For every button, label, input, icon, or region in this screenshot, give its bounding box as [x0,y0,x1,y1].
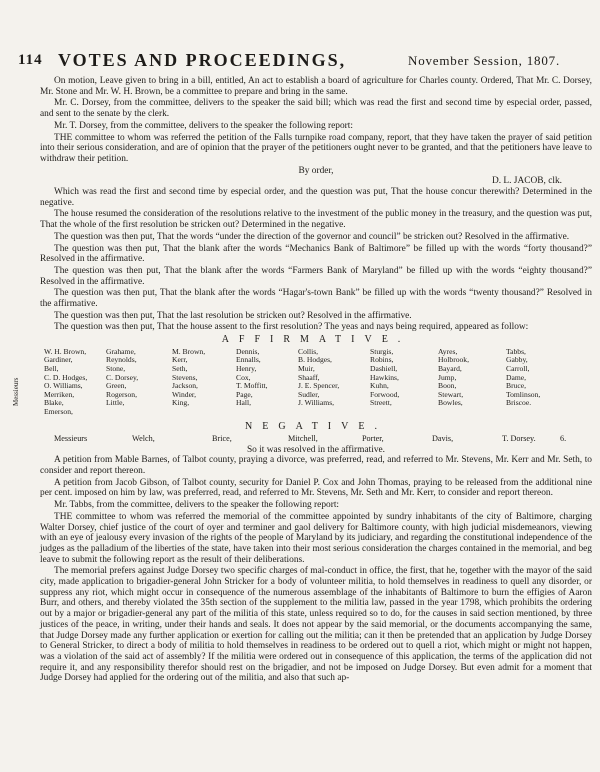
negative-name: Messieurs [54,433,88,443]
paragraph: The house resumed the consideration of the resolutions relative to the investment of the public money in the treasury, and the question was put, That the whole of the first resolution be stricken out? Determined in the negative. [40,209,592,231]
document-body [12,76,592,685]
paragraph: Mr. C. Dorsey, from the committee, delivers to the speaker the said bill; which was read the first and second time by especial order, passed, and sent to the senate by the clerk. [40,98,592,120]
affirmative-name: Kerr, [172,355,188,365]
affirmative-name: Ennalls, [236,355,261,365]
affirmative-name: Briscoe. [506,398,532,408]
negative-name: Porter, [362,433,384,443]
messieurs-side-label: Messieurs [12,377,20,406]
paragraph: The memorial prefers against Judge Dorsey two specific charges of mal-conduct in office, the first, that he, together with the mayor of the said city, made application to brigadier-general John Stricker for a body of volunteer militia, to hold themselves in readiness to quell any disorder, or suppress any riot, which might occur in consequence of the numerous assemblage of the inhabitants of Baltimore to burn the effigies of Aaron Burr, and others, and thereby violated the 35th section of the supplement to the militia law, passed in the year 1798, which prohibits the ordering out by a major or brigadier-general any part of the militia of this state, unless required so to do, for the causes in said section mentioned, by three justices of the peace, in writing, under their hands and seals. It does not appear by the said memorial, or the documents accompanying the same, that Judge Dorsey made any further application or exertion for calling out the militia; can it then be pretended that an application by Judge Dorsey to General Stricker, to direct a body of militia to hold themselves in readiness to be ordered out to quell a riot, which might or might not happen, was a violation of the said act of assembly? If the militia were ordered out in consequence of this application, the terms of the application did not require it, and any responsibility therefor should rest on the brigadier, and not be imposed on Judge Dorsey. But even admit for a moment that Judge Dorsey had applied for the ordering out of the militia, and also that such ap- [40,566,592,684]
affirmative-name: Stevens, [172,372,198,382]
affirmative-name: Blake, [44,398,64,408]
paragraph: A petition from Mable Barnes, of Talbot county, praying a divorce, was preferred, read, and referred to Mr. Stevens, Mr. Kerr and Mr. Seth, to consider and report thereon. [40,455,592,476]
affirmative-name: Grahame, [106,346,136,356]
affirmative-name: Bruce, [506,381,527,391]
negative-name: T. Dorsey. [502,433,536,443]
affirmative-name: W. H. Brown, [44,346,87,356]
negative-name: Davis, [432,433,454,443]
paragraph: The question was then put, That the blank after the words “Mechanics Bank of Baltimore” be filled up with the words “forty thousand?” Resolved in the affirmative. [40,243,592,265]
affirmative-name: M. Brown, [172,346,206,356]
report-paragraph: THE committee to whom was referred the petition of the Falls turnpike road company, report, that they have taken the prayer of said petition into their serious consideration, and are of opinion that the prayer of the petitioners ought never to be granted, and that the petitioners have leave to withdraw their petition. [40,132,592,164]
session-label: November Session, 1807. [408,53,560,68]
affirmative-name: Hawkins, [370,372,399,382]
resolution-result: So it was resolved in the affirmative. [246,444,386,455]
negative-vote-list [40,434,592,445]
vote-column [438,348,469,408]
clerk-signature: D. L. JACOB, clk. [491,176,562,187]
paragraph: Mr. T. Dorsey, from the committee, delivers to the speaker the following report: [54,120,353,131]
affirmative-name: Boon, [438,381,457,391]
affirmative-name: Jump, [438,372,457,382]
affirmative-name: Stone, [106,364,126,374]
paragraph: The question was then put, That the blank after the words “Farmers Bank of Maryland” be filled up with the words “eighty thousand?” Resolved in the affirmative. [40,265,592,287]
affirmative-name: Carroll, [506,364,530,374]
paragraph: A petition from Jacob Gibson, of Talbot county, security for Daniel P. Cox and John Thomas, praying to be released from the additional nine per cent. imposed on him by law, was preferred, read, and referred to Mr. Stevens, Mr. Seth and Mr. Kerr, to consider and report thereon. [40,477,592,499]
affirmative-name: Rogerson, [106,389,138,399]
affirmative-name: King, [172,398,190,408]
affirmative-name: C. Dorsey, [106,372,139,382]
paragraph: The question was then put, That the blank after the words “Hagar's-town Bank” be filled up with the words “twenty thousand?” Resolved in the affirmative. [40,288,592,310]
affirmative-name: Stewart, [438,389,464,399]
vote-column [44,348,87,417]
affirmative-name: Sturgis, [370,346,394,356]
affirmative-name: Bayard, [438,364,462,374]
affirmative-name: Emerson, [44,407,73,417]
vote-column [298,348,339,408]
affirmative-name: J. E. Spencer, [298,381,340,391]
affirmative-name: Bowles, [438,398,463,408]
affirmative-name: Dashiell, [370,364,398,374]
affirmative-name: Seth, [172,364,188,374]
negative-heading: NEGATIVE. [245,420,387,432]
paragraph: On motion, Leave given to bring in a bill, entitled, An act to establish a board of agriculture for Charles county. Ordered, That Mr. C. Dorsey, Mr. Stone and Mr. W. H. Brown, be a committee to prepare and bring in the same. [40,76,592,97]
paragraph: The question was then put, That the words “under the direction of the governor and council” be stricken out? Resolved in the affirmative. [54,231,570,242]
affirmative-name: Muir, [298,364,315,374]
affirmative-name: Gabby, [506,355,528,365]
negative-name: Mitchell, [288,433,318,443]
affirmative-name: Robins, [370,355,394,365]
affirmative-name: Reynolds, [106,355,137,365]
affirmative-name: Dennis, [236,346,260,356]
paragraph: The question was then put, That the house assent to the first resolution? The yeas and nays being required, appeared as follow: [54,322,529,333]
affirmative-name: Ayres, [438,346,458,356]
affirmative-name: Streett, [370,398,392,408]
affirmative-name: Bell, [44,364,59,374]
page-header [18,50,590,70]
vote-column [370,348,399,408]
affirmative-heading: AFFIRMATIVE. [221,334,411,346]
affirmative-name: Gardiner, [44,355,73,365]
vote-column [172,348,205,408]
negative-name: Welch, [132,433,155,443]
affirmative-name: B. Hodges, [298,355,332,365]
vote-column [236,348,268,408]
affirmative-name: Cox, [236,372,251,382]
affirmative-name: Holbrook, [438,355,470,365]
affirmative-name: Kuhn, [370,381,389,391]
affirmative-name: Sudler, [298,389,320,399]
affirmative-name: T. Moffitt, [236,381,268,391]
affirmative-name: Little, [106,398,125,408]
paragraph: Mr. Tabbs, from the committee, delivers to the speaker the following report: [54,500,340,511]
affirmative-name: Hall, [236,398,251,408]
paragraph: Which was read the first and second time by especial order, and the question was put, That the house concur therewith? Determined in the negative. [40,187,592,208]
affirmative-name: Jackson, [172,381,198,391]
affirmative-name: Forwood, [370,389,400,399]
running-title: VOTES AND PROCEEDINGS, [58,50,347,70]
affirmative-name: Shaaff, [298,372,320,382]
affirmative-name: Green, [106,381,127,391]
affirmative-name: Winder, [172,389,197,399]
vote-column [106,348,138,408]
affirmative-name: Page, [236,389,253,399]
report-paragraph: THE committee to whom was referred the memorial of the committee appointed by sundry inhabitants of the city of Baltimore, charging Walter Dorsey, chief justice of the court of oyer and terminer and gaol delivery for Baltimore county, with high judicial misdemeanors, viewing with an eye of jealousy every invasion of the rights of the people of Maryland by its judiciary, and regarding the constitutional independence of the judges as the palladium of the liberties of the state, have taken into their most serious consideration the charges contained in the memorial, and beg leave to submit the following report as the result of their deliberations. [40,511,592,565]
affirmative-name: Dame, [506,372,527,382]
affirmative-name: O. Williams, [44,381,83,391]
affirmative-name: Collis, [298,346,319,356]
affirmative-name: C. D. Hodges, [44,372,88,382]
by-order: By order, [298,165,334,176]
affirmative-name: J. Williams, [298,398,335,408]
affirmative-name: Merriken, [44,389,75,399]
negative-count: 6. [560,433,567,443]
negative-name: Brice, [212,433,232,443]
affirmative-name: Henry, [236,364,257,374]
affirmative-name: Tomlinson, [506,389,541,399]
paragraph: The question was then put, That the last resolution be stricken out? Resolved in the affirmative. [54,310,412,321]
vote-column [506,348,540,408]
affirmative-name: Tabbs, [506,346,526,356]
page-number: 114 [18,52,43,68]
affirmative-vote-list [12,346,592,420]
